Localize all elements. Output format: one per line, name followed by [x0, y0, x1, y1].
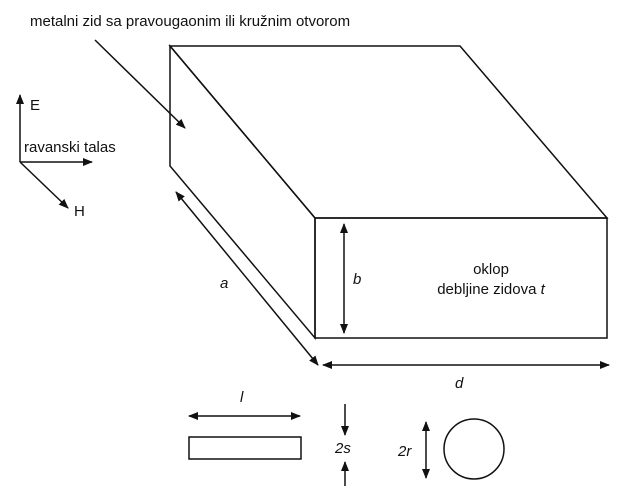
dim-a-arrow: [176, 192, 318, 365]
e-field-label: E: [30, 97, 41, 114]
dimension-arrows: [176, 192, 609, 486]
wall-pointer-arrow: [95, 40, 185, 128]
dim-l-label: l: [240, 389, 244, 406]
enclosure-label-thickness-var: t: [540, 281, 545, 298]
enclosure-label-thickness-text: debljine zidova: [437, 281, 541, 298]
box-wall-face: [170, 46, 315, 338]
plane-wave-label: ravanski talas: [24, 139, 116, 156]
dim-2s-label: 2s: [335, 440, 351, 457]
h-field-label: H: [74, 203, 85, 220]
rectangular-aperture: [189, 437, 301, 459]
dim-2r-label: 2r: [398, 443, 412, 460]
dim-d-label: d: [455, 375, 464, 392]
dim-b-label: b: [353, 271, 362, 288]
h-field-arrow: [20, 162, 68, 208]
box-top-face: [170, 46, 607, 218]
enclosure-label-line2: [437, 281, 545, 298]
circular-aperture: [444, 419, 504, 479]
wall-label: metalni zid sa pravougaonim ili kružnim otvorom: [30, 13, 351, 30]
enclosure-label-line1: oklop: [473, 261, 509, 278]
dim-a-label: a: [220, 275, 229, 292]
